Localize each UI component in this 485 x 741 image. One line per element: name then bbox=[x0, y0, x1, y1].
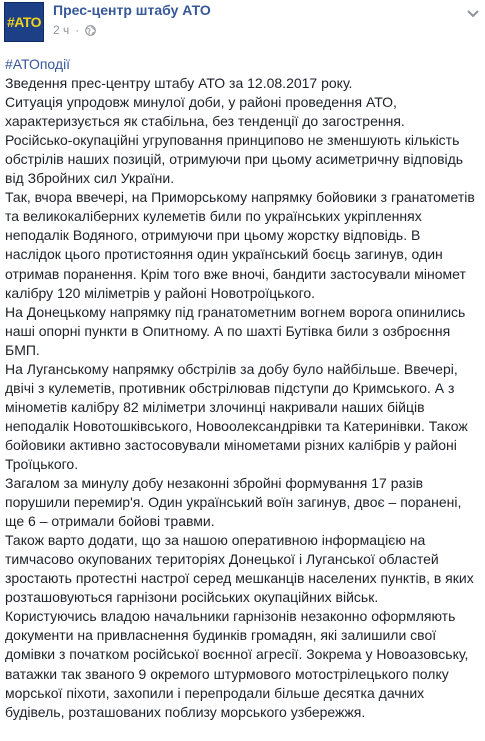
post-meta bbox=[53, 23, 96, 37]
paragraph: На Донецькому напрямку під гранатометним вогнем ворога опинились наші опорні пункти в Опитному. А по шахті Бутівка били з озброєння БМП. bbox=[5, 303, 466, 358]
chevron-down-icon[interactable] bbox=[466, 6, 480, 16]
paragraph: На Луганському напрямку обстрілів за добу було найбільше. Ввечері, двічі з кулеметів, противник обстрілював підступи до Кримського. А з мінометів калібру 82 міліметри злочинці накривали наших бійців неподалік Новотошківського, Новоолександрівки та Катеринівки. Також бойовики активно застосовували мінометами різних калібрів у районі Троїцького. bbox=[5, 360, 468, 472]
paragraph: Російсько-окупаційні угруповання принципово не зменшують кількість обстрілів наших позицій, отримуючи при цьому асиметричну відповідь від Збройних сил України. bbox=[5, 132, 464, 187]
post-header bbox=[0, 0, 485, 60]
paragraph: Ситуація упродовж минулої доби, у районі проведення АТО, характеризується як стабільна, без тенденції до загострення. bbox=[5, 94, 405, 130]
hashtag-link[interactable]: #АТОподії bbox=[5, 56, 71, 72]
paragraph: Загалом за минулу добу незаконні збройні формування 17 разів порушили перемир'я. Один український воїн загинув, двоє – поранені, ще 6 – отримали бойові травми. bbox=[5, 475, 462, 530]
post-text bbox=[5, 55, 477, 722]
paragraph: Також варто додати, що за нашою оперативною інформацією на тимчасово окупованих територіях Донецької і Луганської областей зростають протестні настрої серед мешканців населених пунктів, в яких розташовуються гарнізони російських окупаційних військ. bbox=[5, 532, 474, 606]
post-timestamp[interactable]: 2 ч bbox=[53, 23, 70, 37]
paragraph: Користуючись владою начальники гарнізонів незаконно оформляють документи на привласнення будинків громадян, які залишили свої домівки з початком російської воєнної агресії. Зокрема у Новоазовську, ватажки так званого 9 окремого штурмового мотострілецького полку морської піхоти, захопили і перепродали більше десятка дачних будівель, розташованих поблизу морського узбережжя. bbox=[5, 608, 469, 720]
globe-icon[interactable] bbox=[85, 25, 96, 36]
paragraph: Зведення прес-центру штабу АТО за 12.08.2017 року. bbox=[5, 75, 353, 92]
avatar[interactable]: #ATO bbox=[4, 2, 44, 42]
page-name-link[interactable]: Прес-центр штабу АТО bbox=[53, 2, 211, 18]
paragraph: Так, вчора ввечері, на Приморському напрямку бойовики з гранатометів та великокаліберних кулеметів били по українських укріпленнях неподалік Водяного, отримуючи при цьому жорстку відповідь. В наслідок цього протистояння один український боєць загинув, один отримав поранення. Крім того вже вночі, бандити застосували міномет калібру 120 міліметрів у районі Новотроїцького. bbox=[5, 189, 475, 301]
meta-separator: · bbox=[75, 23, 80, 37]
